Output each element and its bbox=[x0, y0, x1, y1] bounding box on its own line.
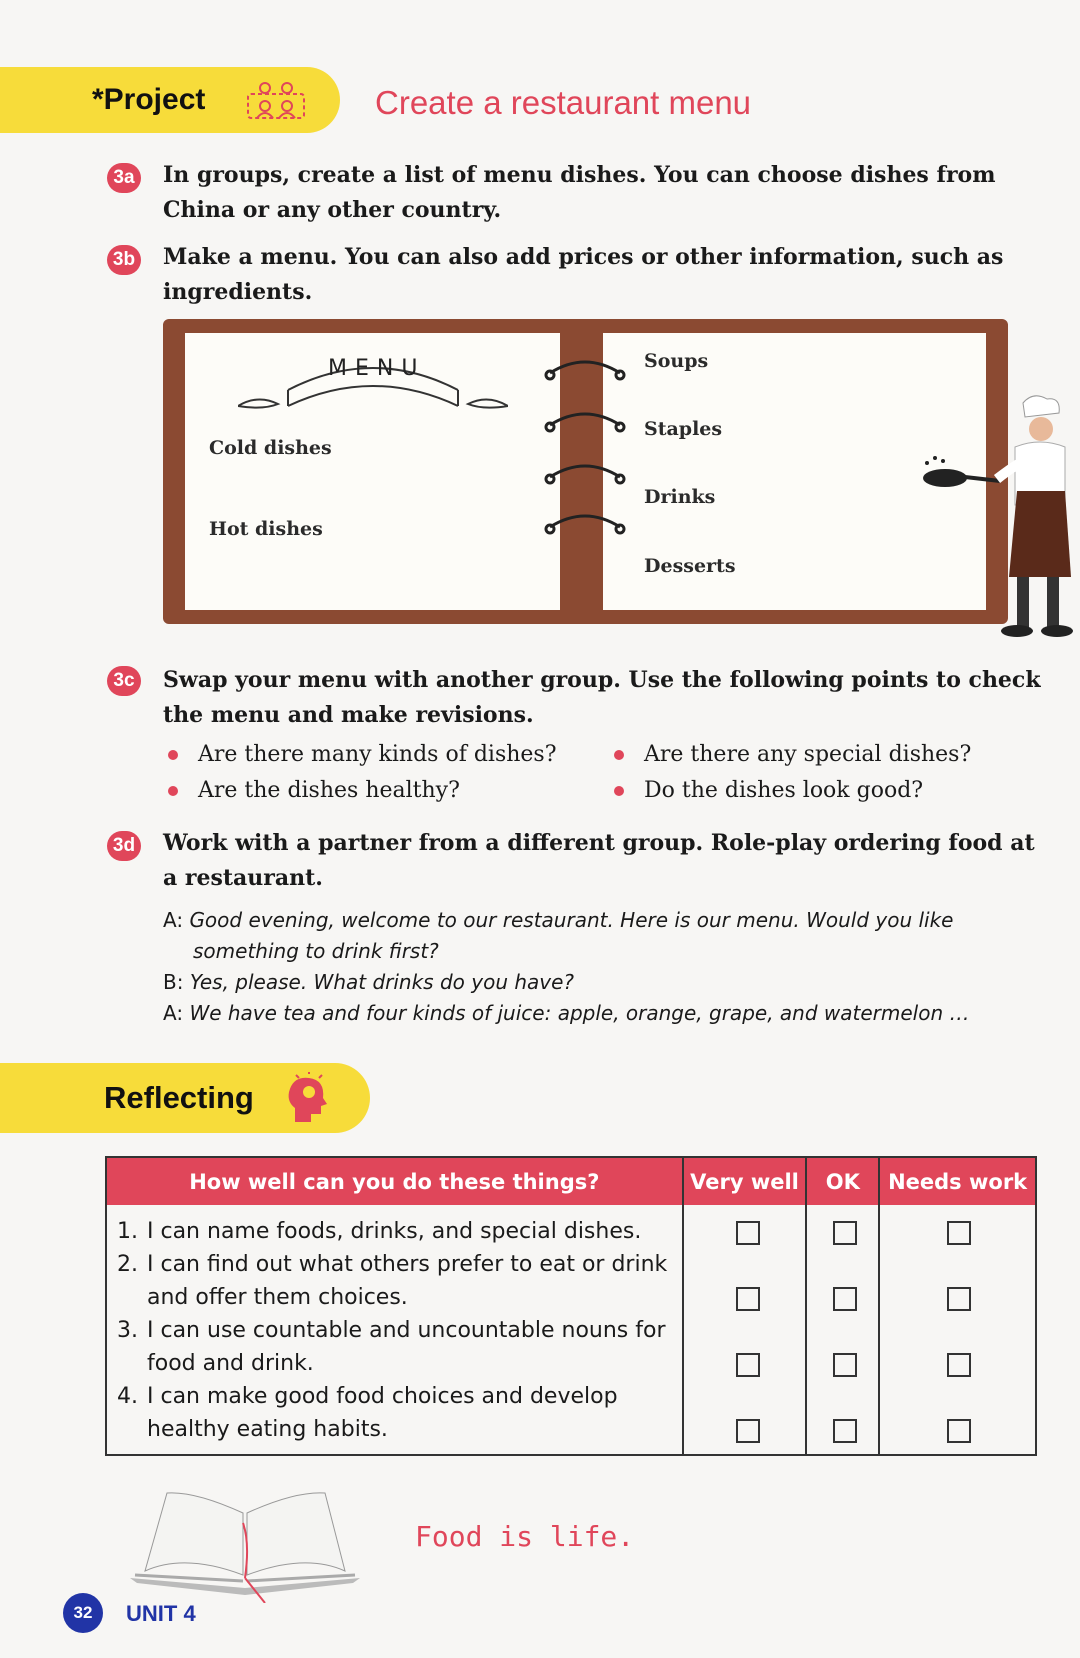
check-point-text: Are there many kinds of dishes? bbox=[198, 742, 557, 767]
header-ok: OK bbox=[806, 1157, 879, 1205]
speaker-label: A: bbox=[163, 1001, 184, 1025]
checkbox-ok-4[interactable] bbox=[833, 1419, 857, 1443]
checkbox-very-well-3[interactable] bbox=[736, 1353, 760, 1377]
header-question: How well can you do these things? bbox=[106, 1157, 683, 1205]
project-title: Create a restaurant menu bbox=[375, 84, 752, 121]
dialogue-text-continued: something to drink first? bbox=[193, 939, 439, 963]
dialogue-line bbox=[163, 905, 1023, 967]
menu-section-cold-dishes: Cold dishes bbox=[209, 437, 332, 459]
role-play-dialogue bbox=[163, 905, 1023, 1029]
checkbox-ok-2[interactable] bbox=[833, 1287, 857, 1311]
reflecting-title: Reflecting bbox=[104, 1080, 254, 1115]
unit-label: UNIT 4 bbox=[126, 1601, 196, 1626]
check-point-1 bbox=[168, 742, 557, 767]
chef-illustration bbox=[905, 395, 1075, 640]
checkbox-needs-work-2[interactable] bbox=[947, 1287, 971, 1311]
check-point-text: Are the dishes healthy? bbox=[198, 778, 460, 803]
project-label: *Project bbox=[92, 83, 206, 116]
task-3a-instruction: In groups, create a list of menu dishes. You can choose dishes from China or any other country. bbox=[163, 162, 996, 223]
menu-section-staples: Staples bbox=[644, 418, 723, 440]
task-3d-instruction: Work with a partner from a different group. Role-play ordering food at a restaurant. bbox=[163, 830, 1035, 891]
bullet-dot bbox=[168, 750, 178, 760]
check-point-text: Do the dishes look good? bbox=[644, 778, 924, 803]
can-do-item bbox=[117, 1248, 674, 1314]
self-assessment-table bbox=[105, 1156, 1037, 1456]
header-needs-work: Needs work bbox=[879, 1157, 1036, 1205]
checkbox-needs-work-3[interactable] bbox=[947, 1353, 971, 1377]
item-number: 4. bbox=[117, 1384, 138, 1409]
header-very-well: Very well bbox=[683, 1157, 807, 1205]
checkbox-ok-1[interactable] bbox=[833, 1221, 857, 1245]
checkbox-very-well-4[interactable] bbox=[736, 1419, 760, 1443]
item-text: I can find out what others prefer to eat or drink and offer them choices. bbox=[147, 1252, 668, 1310]
checkbox-needs-work-1[interactable] bbox=[947, 1221, 971, 1245]
checkbox-ok-3[interactable] bbox=[833, 1353, 857, 1377]
binder-rings bbox=[540, 355, 630, 545]
check-point-2 bbox=[614, 742, 971, 767]
speaker-label: A: bbox=[163, 908, 184, 932]
thinking-head-icon bbox=[285, 1072, 331, 1124]
dialogue-text: We have tea and four kinds of juice: apple, orange, grape, and watermelon … bbox=[189, 1001, 970, 1025]
check-point-3 bbox=[168, 778, 460, 803]
checkbox-very-well-1[interactable] bbox=[736, 1221, 760, 1245]
dialogue-line bbox=[163, 998, 1023, 1029]
ok-column bbox=[806, 1205, 879, 1455]
check-point-4 bbox=[614, 778, 923, 803]
check-point-text: Are there any special dishes? bbox=[644, 742, 972, 767]
page-number: 32 bbox=[63, 1593, 103, 1633]
item-text: I can use countable and uncountable nouns for food and drink. bbox=[147, 1318, 666, 1376]
table-body-row bbox=[106, 1205, 1036, 1455]
task-3c-instruction: Swap your menu with another group. Use the following points to check the menu and make revisions. bbox=[163, 667, 1041, 728]
menu-banner-text: MENU bbox=[328, 356, 426, 381]
item-number: 2. bbox=[117, 1252, 138, 1277]
menu-section-desserts: Desserts bbox=[644, 555, 736, 577]
table-header-row bbox=[106, 1157, 1036, 1205]
task-tag-3a: 3a bbox=[107, 163, 141, 193]
dialogue-line bbox=[163, 967, 1023, 998]
motto-text: Food is life. bbox=[415, 1520, 635, 1553]
menu-section-drinks: Drinks bbox=[644, 486, 716, 508]
item-number: 1. bbox=[117, 1219, 138, 1244]
very-well-column bbox=[683, 1205, 807, 1455]
bullet-dot bbox=[168, 786, 178, 796]
can-do-item bbox=[117, 1215, 674, 1248]
can-do-list bbox=[106, 1205, 683, 1455]
open-book-illustration bbox=[125, 1483, 365, 1603]
group-work-icon bbox=[245, 80, 307, 124]
item-number: 3. bbox=[117, 1318, 138, 1343]
needs-work-column bbox=[879, 1205, 1036, 1455]
bullet-dot bbox=[614, 750, 624, 760]
bullet-dot bbox=[614, 786, 624, 796]
item-text: I can name foods, drinks, and special dishes. bbox=[147, 1219, 642, 1244]
task-tag-3b: 3b bbox=[107, 245, 141, 275]
menu-section-soups: Soups bbox=[644, 350, 709, 372]
dialogue-text: Yes, please. What drinks do you have? bbox=[189, 970, 575, 994]
checkbox-very-well-2[interactable] bbox=[736, 1287, 760, 1311]
dialogue-text: Good evening, welcome to our restaurant. Here is our menu. Would you like bbox=[189, 908, 954, 932]
task-tag-3d: 3d bbox=[107, 831, 141, 861]
speaker-label: B: bbox=[163, 970, 184, 994]
checkbox-needs-work-4[interactable] bbox=[947, 1419, 971, 1443]
can-do-item bbox=[117, 1314, 674, 1380]
task-3b-instruction: Make a menu. You can also add prices or other information, such as ingredients. bbox=[163, 244, 1004, 305]
task-tag-3c: 3c bbox=[107, 666, 141, 696]
menu-section-hot-dishes: Hot dishes bbox=[209, 518, 323, 540]
can-do-item bbox=[117, 1380, 674, 1446]
item-text: I can make good food choices and develop healthy eating habits. bbox=[147, 1384, 618, 1442]
